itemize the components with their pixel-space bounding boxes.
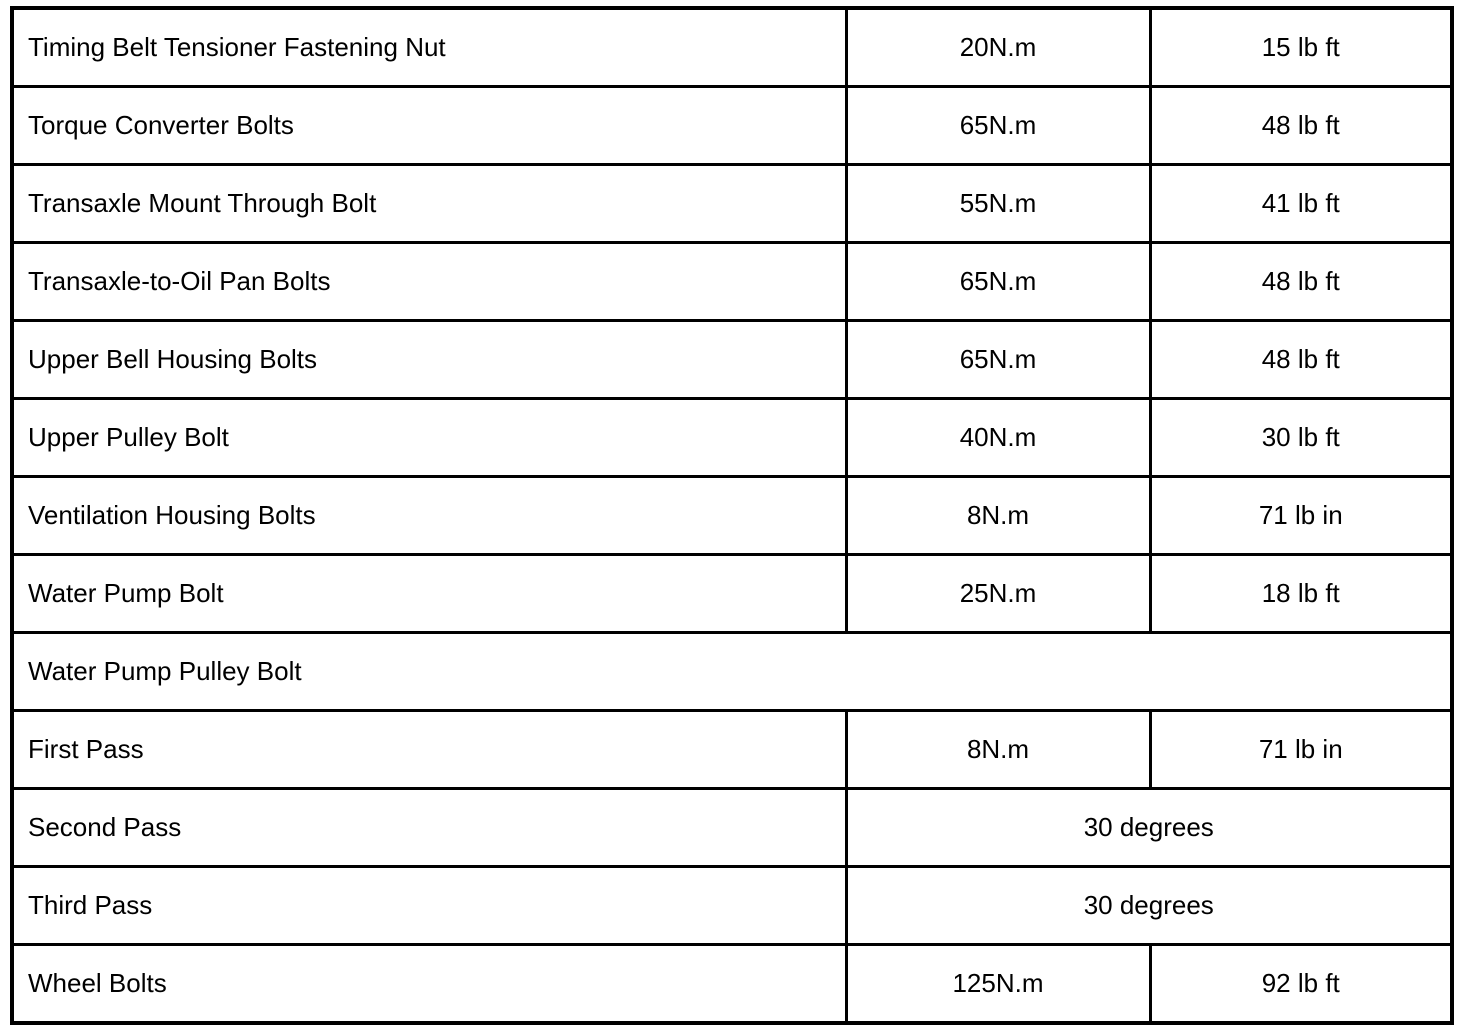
table-row [12,8,1452,87]
torque-metric: 125N.m [846,945,1150,1024]
table-row [12,555,1452,633]
torque-specification-table [10,6,1454,1025]
table-row [12,243,1452,321]
table-row [12,945,1452,1024]
fastener-group-name: Water Pump Pulley Bolt [12,633,1452,711]
torque-imperial: 41 lb ft [1150,165,1452,243]
torque-imperial: 71 lb in [1150,477,1452,555]
fastener-name: First Pass [12,711,846,789]
table-row [12,477,1452,555]
torque-imperial: 15 lb ft [1150,8,1452,87]
torque-imperial: 18 lb ft [1150,555,1452,633]
table-row [12,165,1452,243]
torque-angle: 30 degrees [846,867,1452,945]
torque-metric: 55N.m [846,165,1150,243]
torque-imperial: 71 lb in [1150,711,1452,789]
fastener-name: Torque Converter Bolts [12,87,846,165]
table-row [12,399,1452,477]
torque-metric: 65N.m [846,87,1150,165]
table-body [12,8,1452,1023]
torque-metric: 40N.m [846,399,1150,477]
torque-metric: 65N.m [846,243,1150,321]
table-row [12,321,1452,399]
fastener-name: Transaxle-to-Oil Pan Bolts [12,243,846,321]
fastener-name: Timing Belt Tensioner Fastening Nut [12,8,846,87]
torque-metric: 8N.m [846,711,1150,789]
table-row [12,711,1452,789]
torque-imperial: 30 lb ft [1150,399,1452,477]
torque-imperial: 48 lb ft [1150,321,1452,399]
fastener-name: Second Pass [12,789,846,867]
torque-metric: 8N.m [846,477,1150,555]
fastener-name: Ventilation Housing Bolts [12,477,846,555]
torque-metric: 65N.m [846,321,1150,399]
torque-imperial: 48 lb ft [1150,243,1452,321]
fastener-name: Upper Bell Housing Bolts [12,321,846,399]
fastener-name: Water Pump Bolt [12,555,846,633]
torque-imperial: 92 lb ft [1150,945,1452,1024]
torque-angle: 30 degrees [846,789,1452,867]
fastener-name: Wheel Bolts [12,945,846,1024]
table-row-group-header [12,633,1452,711]
torque-metric: 20N.m [846,8,1150,87]
fastener-name: Upper Pulley Bolt [12,399,846,477]
torque-imperial: 48 lb ft [1150,87,1452,165]
fastener-name: Third Pass [12,867,846,945]
table-row [12,87,1452,165]
torque-metric: 25N.m [846,555,1150,633]
fastener-name: Transaxle Mount Through Bolt [12,165,846,243]
table-row [12,867,1452,945]
table-row [12,789,1452,867]
